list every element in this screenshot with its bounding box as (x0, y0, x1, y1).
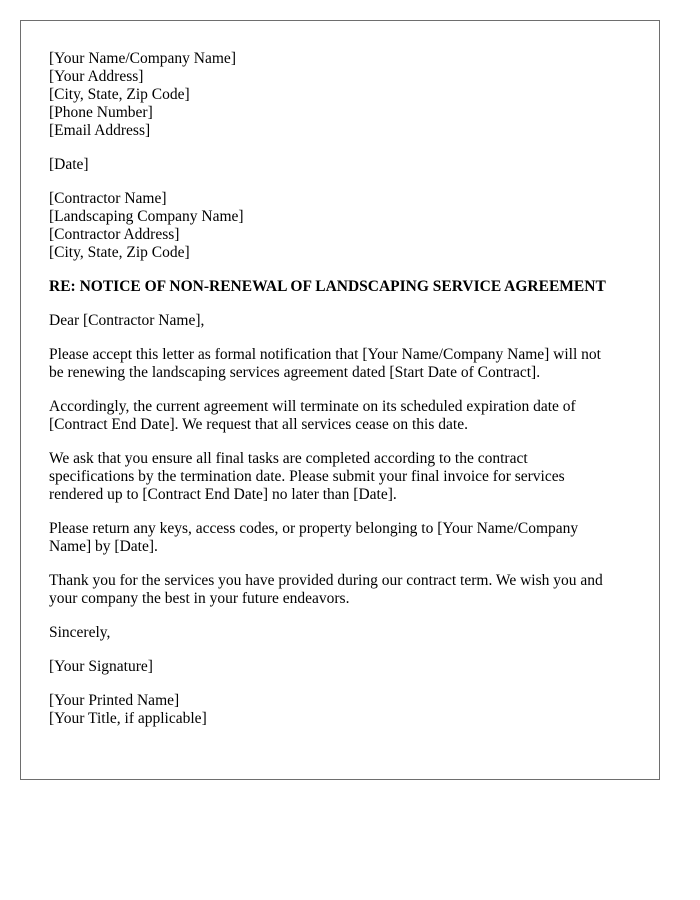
recipient-block (49, 190, 631, 262)
date-block (49, 156, 631, 174)
signer-block (49, 692, 631, 728)
closing: Sincerely, (49, 624, 111, 641)
body-paragraph (49, 398, 631, 434)
paragraph-line: be renewing the landscaping services agreement dated [Start Date of Contract]. (49, 364, 541, 381)
sender-city-state-zip: [City, State, Zip Code] (49, 86, 190, 103)
sender-phone: [Phone Number] (49, 104, 153, 121)
paragraph-line: We ask that you ensure all final tasks are completed according to the contract (49, 450, 528, 467)
paragraph-line: your company the best in your future endeavors. (49, 590, 350, 607)
signer-title: [Your Title, if applicable] (49, 710, 207, 727)
recipient-address: [Contractor Address] (49, 226, 180, 243)
recipient-city-state-zip: [City, State, Zip Code] (49, 244, 190, 261)
signature-placeholder: [Your Signature] (49, 658, 153, 675)
salutation: Dear [Contractor Name], (49, 312, 205, 329)
recipient-name: [Contractor Name] (49, 190, 167, 207)
subject-line: RE: NOTICE OF NON-RENEWAL OF LANDSCAPING SERVICE AGREEMENT (49, 278, 606, 295)
paragraph-line: Please return any keys, access codes, or property belonging to [Your Name/Company (49, 520, 579, 537)
paragraph-line: [Contract End Date]. We request that all services cease on this date. (49, 416, 468, 433)
paragraph-line: specifications by the termination date. Please submit your final invoice for services (49, 468, 565, 485)
body-paragraph (49, 572, 631, 608)
sender-name: [Your Name/Company Name] (49, 50, 236, 67)
sender-email: [Email Address] (49, 122, 151, 139)
letter-document (20, 20, 660, 780)
paragraph-line: rendered up to [Contract End Date] no later than [Date]. (49, 486, 397, 503)
body-paragraph (49, 346, 631, 382)
sender-address: [Your Address] (49, 68, 144, 85)
body-paragraph (49, 520, 631, 556)
sender-block (49, 50, 631, 140)
recipient-company: [Landscaping Company Name] (49, 208, 244, 225)
paragraph-line: Accordingly, the current agreement will terminate on its scheduled expiration date of (49, 398, 576, 415)
paragraph-line: Name] by [Date]. (49, 538, 158, 555)
printed-name: [Your Printed Name] (49, 692, 180, 709)
paragraph-line: Thank you for the services you have provided during our contract term. We wish you and (49, 572, 603, 589)
letter-date: [Date] (49, 156, 89, 173)
body-paragraph (49, 450, 631, 504)
paragraph-line: Please accept this letter as formal notification that [Your Name/Company Name] will not (49, 346, 601, 363)
